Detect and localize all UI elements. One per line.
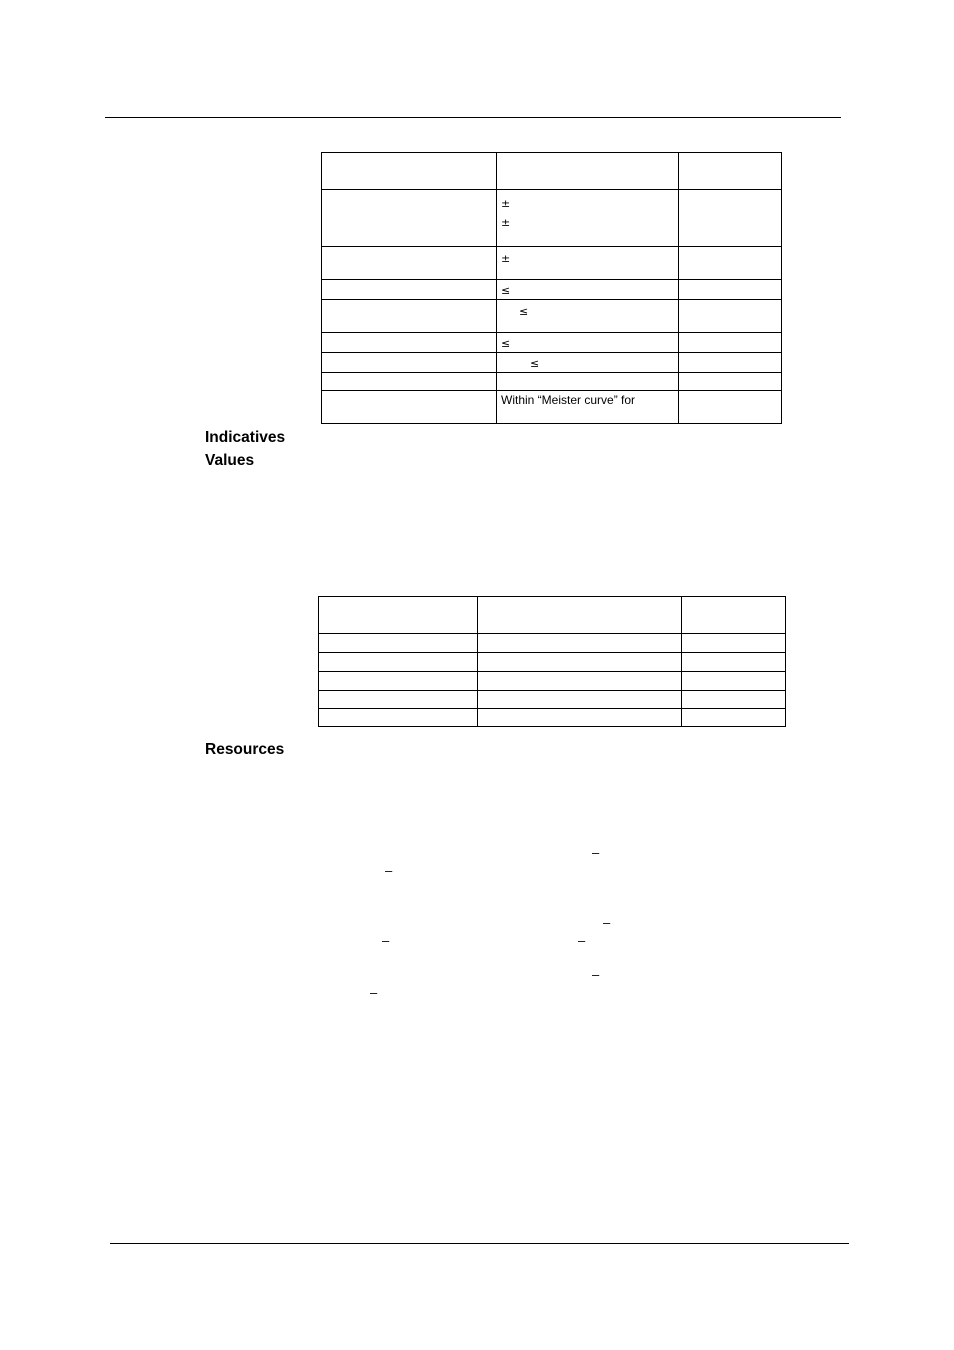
less-equal-symbol: ≤ <box>501 284 511 297</box>
table-row <box>319 691 786 709</box>
table-row <box>322 190 782 247</box>
dash-mark: – <box>385 863 393 878</box>
specification-table <box>321 152 782 424</box>
dash-mark: – <box>592 845 600 860</box>
resources-heading: Resources <box>205 741 285 758</box>
dash-mark: – <box>603 915 611 930</box>
heading-line: Values <box>205 452 255 469</box>
dash-mark: – <box>578 933 586 948</box>
table-row <box>322 153 782 190</box>
less-equal-symbol: ≤ <box>501 337 511 350</box>
plus-minus-symbol: ± <box>501 252 511 265</box>
table-row <box>322 353 782 373</box>
header-rule <box>105 117 841 118</box>
table-row <box>319 653 786 672</box>
table-row <box>322 280 782 300</box>
dash-mark: – <box>382 933 390 948</box>
table-row <box>322 300 782 333</box>
meister-curve-text: Within “Meister curve” for <box>501 393 636 407</box>
table-row <box>319 709 786 727</box>
dash-mark: – <box>592 967 600 982</box>
plus-minus-symbol: ± <box>501 216 511 229</box>
table-row <box>319 634 786 653</box>
plus-minus-symbol: ± <box>501 197 511 210</box>
table-row <box>319 597 786 634</box>
table-row <box>322 373 782 391</box>
dash-mark: – <box>370 985 378 1000</box>
less-equal-symbol: ≤ <box>519 305 529 318</box>
footer-rule <box>110 1243 849 1244</box>
less-equal-symbol: ≤ <box>530 357 540 370</box>
heading-line: Indicatives <box>205 429 286 446</box>
table-row <box>322 247 782 280</box>
indicative-values-table <box>318 596 786 727</box>
table-row <box>322 391 782 424</box>
table-row <box>319 672 786 691</box>
table-row <box>322 333 782 353</box>
indicatives-values-heading <box>205 426 285 472</box>
